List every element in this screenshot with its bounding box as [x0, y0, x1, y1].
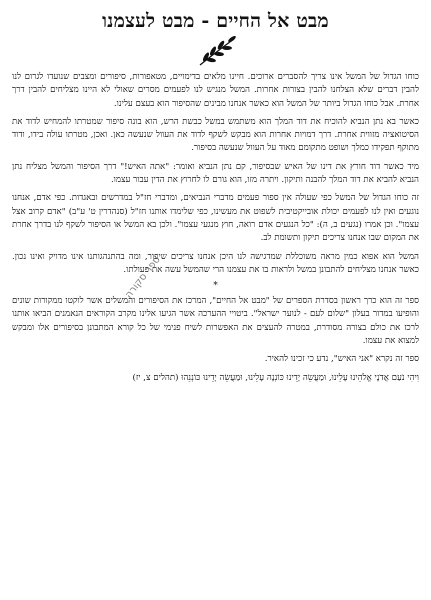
olive-branch-icon [192, 35, 240, 69]
paragraph-about-book: ספר זה הוא כרך ראשון בסדרת הספרים של "מבט אל החיים", המרכז את הסיפורים והמשלים אשר לוקטו ממקורות שונים והופיעו במדור בעלון "שלום לעם - לנוער ישראל". ביטויי ההערכה אשר הגיעו אלינו מקרב הקוראים הנאמנים הביאו אותנו לרכז את כולם בצורה מסודרת, במטרה להעצים את האפשרות לשיח פנימי של כל קורא המתבונן בסיפורים אלו ומבקש למצוא את עצמו. [12, 296, 419, 347]
paragraph-natan: כאשר בא נתן הנביא להוכיח את דוד המלך הוא משתמש במשל כבשת הרש, הוא בונה סיפור שמטרתו להמחיש לדוד את הסיטואציה מזווית אחרת. דרך דמויות אחרות הוא מבקש לשקף לדוד את העוול שנעשה כאן. ואכן, מטרתו עולה בידו, ודוד מתוקף תפקידו כמלך ושופט מתקומם מאוד על העוול שנעשה בסיפור. [12, 116, 419, 154]
closing-line: ספר זה נקרא "אני האיש", נדע כי זכינו להאיר. [264, 354, 419, 365]
section-separator: * [213, 281, 218, 292]
document-page [12, 8, 419, 385]
paragraph-power-of-parable: זה כוחו הגדול של המשל כפי שעולה אין ספור פעמים מדברי הנביאים, ומדברי חז"ל במדרשים ובאגדות. כפי אדם, אנחנו נוגעים ואין לנו לפעמים יכולת אובייקטיבית לשפוט את מעשינו, כפי שלימדו אותנו חז"ל (סנהדרין ט' ע"ב) "אדם קרוב אצל עצמו". וכן אמרו (נגעים ב, ה): "כל הנגעים אדם רואה, חוץ מנגעי עצמו". ולכן בא המשל או הסיפור לשקף לנו בדרך אחרת את המקום שבו אנחנו צריכים תיקון ותשומת לב. [12, 193, 419, 244]
page-title: מבט אל החיים - מבט לעצמנו [102, 10, 329, 32]
paragraph-mirror: המשל הוא אפוא כמין מראה משוכללת שמדגישה לנו היכן אנחנו צריכים שיפור, ומה בהתנהגותנו אינו מדויק ואינו נכון. כאשר אנחנו מצליחים להתבונן במשל ולראות בו את עצמנו הרי שהמשל עשה את פעולתו. [12, 251, 419, 275]
closing-verse: וִיהִי נֹעַם אֲדֹנָי אֱלֹהֵינוּ עָלֵינוּ, וּמַעֲשֵׂה יָדֵינוּ כּוֹנְנָה עָלֵינוּ, וּמַעֲשֵׂה יָדֵינוּ כּוֹנְנֵהוּ (תהלים צ, יז) [132, 372, 419, 383]
library-stamp: ספר סקורה [123, 254, 163, 301]
paragraph-intro: כוחו הגדול של המשל אינו צריך להסברים ארוכים. חיינו מלאים בדימויים, מטאפורות, סיפורים ומצבים שנועדו לגרום לנו להבין דברים שלא הצלחנו להבין בצורות אחרות. המשל מנגיש לנו לפעמים מסרים שאולי לא היינו מצליחים להבין דרך אחרת. אבל כוחו הגדול ביותר של המשל הוא כאשר אנחנו מבינים שהסיפור הוא בעצם עלינו. [12, 72, 419, 109]
paragraph-ata-haish: מיד כאשר דוד חורץ את דינו של האיש שבסיפור, קם נתן הנביא ואומר: "אתה האיש!" דרך הסיפור והמשל מצליח נתן הנביא להביא את דוד המלך להבנה ותיקון. ויתרה מזו, הוא גורם לו לחרוץ את הדין עבור עצמו. [12, 161, 419, 186]
